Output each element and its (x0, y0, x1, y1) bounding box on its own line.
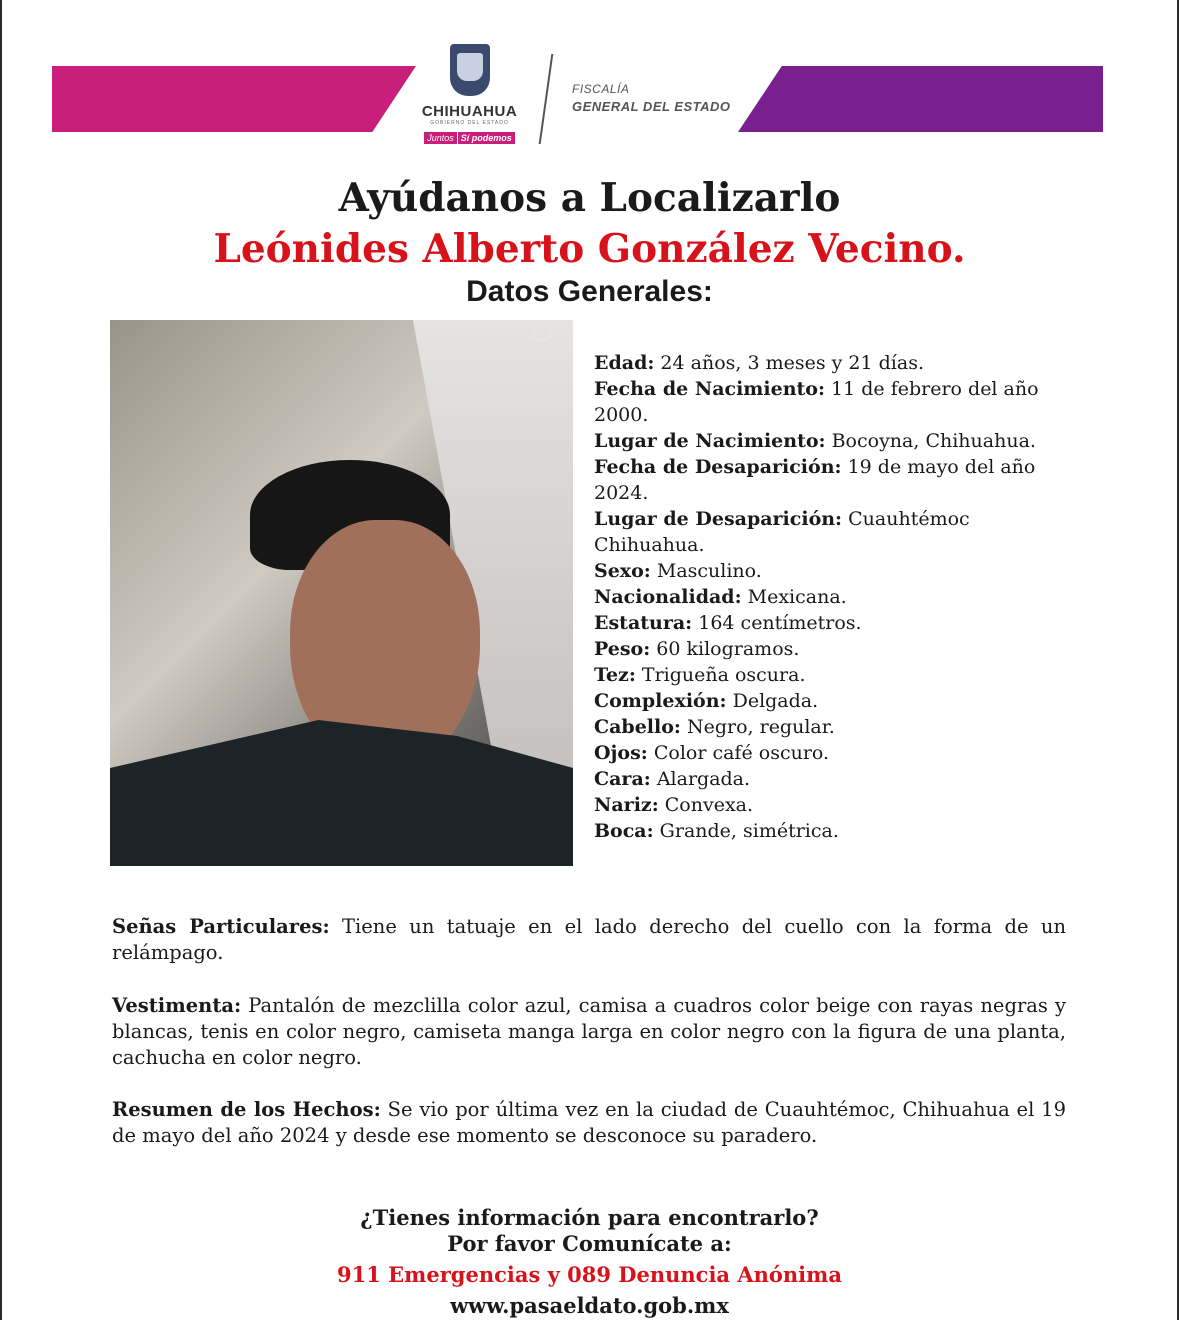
detail-row (594, 506, 1066, 558)
footer-contact: Por favor Comunícate a: (447, 1231, 732, 1256)
detail-label: Lugar de Nacimiento: (594, 430, 826, 452)
detail-value: 11 de febrero del año 2000. (594, 378, 1039, 426)
detail-value: 60 kilogramos. (650, 638, 800, 660)
clothing (112, 993, 1066, 1071)
distinguishing-marks (112, 914, 1066, 966)
detail-label: Peso: (594, 638, 651, 660)
detail-label: Nariz: (594, 794, 659, 816)
section-title: Datos Generales: (466, 275, 713, 308)
detail-value: Grande, simétrica. (653, 820, 839, 842)
detail-value: Cuauhtémoc Chihuahua. (594, 508, 970, 556)
detail-value: 24 años, 3 meses y 21 días. (654, 352, 924, 374)
footer-question: ¿Tienes información para encontrarlo? (360, 1205, 819, 1230)
person-photo (110, 320, 573, 866)
rotate-icon (533, 324, 551, 342)
detail-value: Bocoyna, Chihuahua. (825, 430, 1036, 452)
detail-value: Mexicana. (741, 586, 847, 608)
agency-line2: GENERAL DEL ESTADO (572, 99, 731, 114)
detail-label: Fecha de Desaparición: (594, 456, 842, 478)
detail-value: Negro, regular. (680, 716, 835, 738)
logo-divider (539, 54, 554, 144)
coat-of-arms-icon (450, 44, 490, 96)
header-band-magenta (52, 66, 416, 132)
detail-label: Cabello: (594, 716, 681, 738)
detail-label: Boca: (594, 820, 654, 842)
detail-value: 19 de mayo del año 2024. (594, 456, 1036, 504)
header-band-purple (738, 66, 1103, 132)
detail-row (594, 792, 1066, 818)
detail-value: Alargada. (650, 768, 751, 790)
slogan-part1: Juntos (424, 132, 457, 144)
detail-row (594, 766, 1066, 792)
clothing-value: Pantalón de mezclilla color azul, camisa a cuadros color beige con rayas negras y blancas, tenis en color negro, camiseta manga larga en color negro con la figura de una planta, cachucha en color negro. (112, 994, 1066, 1069)
detail-label: Cara: (594, 768, 651, 790)
detail-row (594, 376, 1066, 428)
detail-value: 164 centímetros. (692, 612, 862, 634)
detail-row (594, 350, 1066, 376)
page-title: Ayúdanos a Localizarlo (338, 175, 841, 221)
detail-label: Edad: (594, 352, 655, 374)
detail-value: Color café oscuro. (647, 742, 830, 764)
detail-row (594, 636, 1066, 662)
detail-row (594, 584, 1066, 610)
summary-label: Resumen de los Hechos: (112, 1098, 381, 1121)
government-subtitle: GOBIERNO DEL ESTADO (430, 120, 509, 126)
detail-label: Tez: (594, 664, 636, 686)
summary-value: Se vio por última vez en la ciudad de Cuauhtémoc, Chihuahua el 19 de mayo del año 2024 y desde ese momento se desconoce su paradero. (112, 1098, 1066, 1147)
detail-row (594, 714, 1066, 740)
detail-row (594, 428, 1066, 454)
distinguishing-marks-value: Tiene un tatuaje en el lado derecho del cuello con la forma de un relámpago. (112, 915, 1066, 964)
detail-value: Trigueña oscura. (635, 664, 806, 686)
chihuahua-logo (412, 44, 527, 154)
detail-label: Estatura: (594, 612, 693, 634)
detail-value: Convexa. (658, 794, 754, 816)
footer-website[interactable]: www.pasaeldato.gob.mx (450, 1293, 729, 1318)
detail-row (594, 818, 1066, 844)
detail-label: Ojos: (594, 742, 648, 764)
agency-name (572, 80, 731, 116)
slogan-part2: Sí podemos (458, 132, 515, 144)
detail-row (594, 454, 1066, 506)
detail-row (594, 558, 1066, 584)
summary (112, 1097, 1066, 1149)
detail-label: Fecha de Nacimiento: (594, 378, 825, 400)
detail-value: Delgada. (726, 690, 819, 712)
distinguishing-marks-label: Señas Particulares: (112, 915, 330, 938)
detail-row (594, 610, 1066, 636)
state-name: CHIHUAHUA (421, 103, 518, 120)
detail-label: Sexo: (594, 560, 651, 582)
detail-row (594, 688, 1066, 714)
details-list (594, 350, 1066, 844)
detail-value: Masculino. (650, 560, 762, 582)
detail-label: Lugar de Desaparición: (594, 508, 843, 530)
detail-row (594, 662, 1066, 688)
footer-phones: 911 Emergencias y 089 Denuncia Anónima (337, 1262, 842, 1287)
detail-label: Complexión: (594, 690, 727, 712)
detail-label: Nacionalidad: (594, 586, 742, 608)
person-name: Leónides Alberto González Vecino. (213, 226, 966, 272)
detail-row (594, 740, 1066, 766)
agency-line1: FISCALÍA (572, 82, 630, 96)
slogan (424, 132, 515, 144)
clothing-label: Vestimenta: (112, 994, 242, 1017)
